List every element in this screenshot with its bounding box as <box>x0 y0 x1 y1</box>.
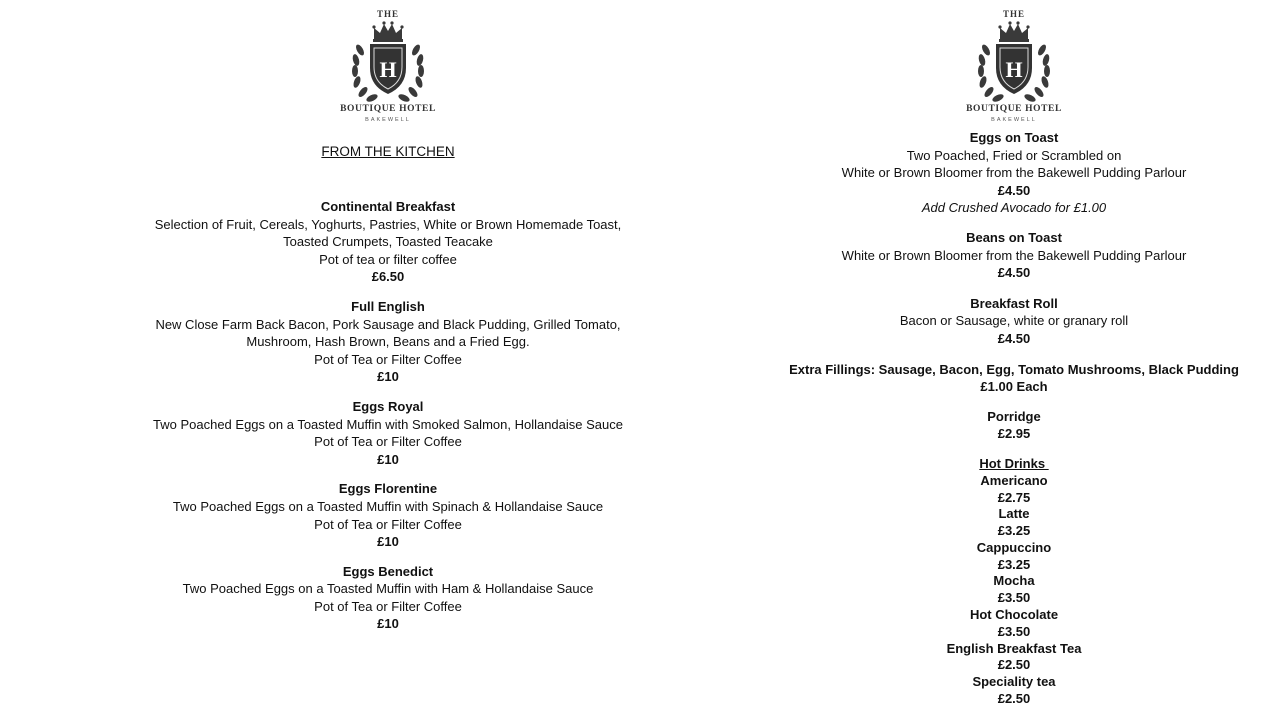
item-line: Pot of tea or filter coffee <box>319 251 457 267</box>
drink-name: Americano <box>980 472 1048 488</box>
item-line: New Close Farm Back Bacon, Pork Sausage and Black Pudding, Grilled Tomato, <box>155 316 621 332</box>
item-line: Two Poached Eggs on a Toasted Muffin with Smoked Salmon, Hollandaise Sauce <box>153 416 623 432</box>
item-line: Pot of Tea or Filter Coffee <box>314 434 462 450</box>
item-note: Add Crushed Avocado for £1.00 <box>921 200 1107 216</box>
menu-item-eggs-royal <box>143 398 633 468</box>
section-title: FROM THE KITCHEN <box>321 144 455 159</box>
item-name: Full English <box>351 298 425 314</box>
item-price: £1.00 Each <box>980 379 1048 395</box>
item-name: Eggs Royal <box>352 398 424 414</box>
item-line: Two Poached Eggs on a Toasted Muffin with Spinach & Hollandaise Sauce <box>172 498 604 514</box>
item-price: £10 <box>377 534 399 550</box>
item-line: White or Brown Bloomer from the Bakewell Pudding Parlour <box>841 247 1187 263</box>
item-line: White or Brown Bloomer from the Bakewell Pudding Parlour <box>841 165 1187 181</box>
item-line: Pot of Tea or Filter Coffee <box>314 598 462 614</box>
menu-item-eggs-florentine <box>143 480 633 550</box>
item-name: Eggs Florentine <box>338 481 438 497</box>
menu-item-breakfast-roll <box>780 295 1248 348</box>
drink-price: £2.50 <box>997 691 1031 707</box>
drink-name: Hot Chocolate <box>969 607 1059 623</box>
item-price: £6.50 <box>371 269 405 285</box>
drink-price: £3.50 <box>997 623 1031 639</box>
item-price: £10 <box>377 451 399 467</box>
item-line: Pot of Tea or Filter Coffee <box>314 351 462 367</box>
logo-name-text: BOUTIQUE HOTEL <box>340 104 436 114</box>
item-name: Porridge <box>987 408 1041 424</box>
drink-name: English Breakfast Tea <box>946 640 1082 656</box>
menu-item-porridge <box>780 408 1248 443</box>
hot-drinks-list <box>780 456 1248 708</box>
hotel-logo <box>338 6 438 128</box>
item-name: Eggs Benedict <box>342 563 434 579</box>
item-line: Two Poached, Fried or Scrambled on <box>906 147 1122 163</box>
item-price: £2.95 <box>997 426 1031 442</box>
item-price: £10 <box>377 369 399 385</box>
right-menu-column <box>780 0 1248 708</box>
menu-item-eggs-benedict <box>143 563 633 633</box>
logo-name-text: BOUTIQUE HOTEL <box>966 104 1062 114</box>
logo-initial-text: H <box>379 57 397 82</box>
menu-item-eggs-on-toast <box>780 129 1248 217</box>
item-line: Toasted Crumpets, Toasted Teacake <box>283 234 493 250</box>
crown-icon <box>998 21 1029 42</box>
logo-the-text: THE <box>376 9 400 19</box>
item-line: Mushroom, Hash Brown, Beans and a Fried Egg. <box>246 334 530 350</box>
item-name: Continental Breakfast <box>320 199 456 214</box>
logo-location-text: BAKEWELL <box>991 117 1037 123</box>
drink-name: Cappuccino <box>976 539 1052 555</box>
logo-the-text: THE <box>1002 9 1026 19</box>
drink-name: Latte <box>998 506 1030 522</box>
item-line: Bacon or Sausage, white or granary roll <box>899 313 1129 329</box>
menu-item-full-english <box>143 298 633 386</box>
item-name: Extra Fillings: Sausage, Bacon, Egg, Tomato Mushrooms, Black Pudding <box>789 361 1239 377</box>
item-name: Beans on Toast <box>966 229 1062 245</box>
menu-item-continental-breakfast <box>143 198 633 286</box>
hotel-logo <box>964 6 1064 128</box>
item-name: Breakfast Roll <box>970 295 1058 311</box>
menu-item-extra-fillings <box>780 361 1248 396</box>
drink-price: £3.25 <box>997 556 1031 572</box>
menu-item-beans-on-toast <box>780 229 1248 282</box>
item-price: £4.50 <box>997 265 1031 281</box>
item-line: Pot of Tea or Filter Coffee <box>314 516 462 532</box>
drink-price: £3.50 <box>997 590 1031 606</box>
drink-price: £2.75 <box>997 489 1031 505</box>
drink-price: £3.25 <box>997 523 1031 539</box>
logo-location-text: BAKEWELL <box>365 117 411 123</box>
logo-initial-text: H <box>1005 57 1023 82</box>
hot-drinks-title: Hot Drinks <box>979 455 1049 471</box>
drink-name: Mocha <box>993 573 1035 589</box>
crown-icon <box>372 21 403 42</box>
item-line: Two Poached Eggs on a Toasted Muffin with Ham & Hollandaise Sauce <box>182 581 594 597</box>
item-name: Eggs on Toast <box>969 130 1059 145</box>
item-price: £4.50 <box>997 182 1031 198</box>
drink-name: Speciality tea <box>972 674 1056 690</box>
left-menu-column <box>143 0 633 633</box>
drink-price: £2.50 <box>997 657 1031 673</box>
item-price: £10 <box>377 616 399 632</box>
item-line: Selection of Fruit, Cereals, Yoghurts, Pastries, White or Brown Homemade Toast, <box>154 216 622 232</box>
item-price: £4.50 <box>997 330 1031 346</box>
